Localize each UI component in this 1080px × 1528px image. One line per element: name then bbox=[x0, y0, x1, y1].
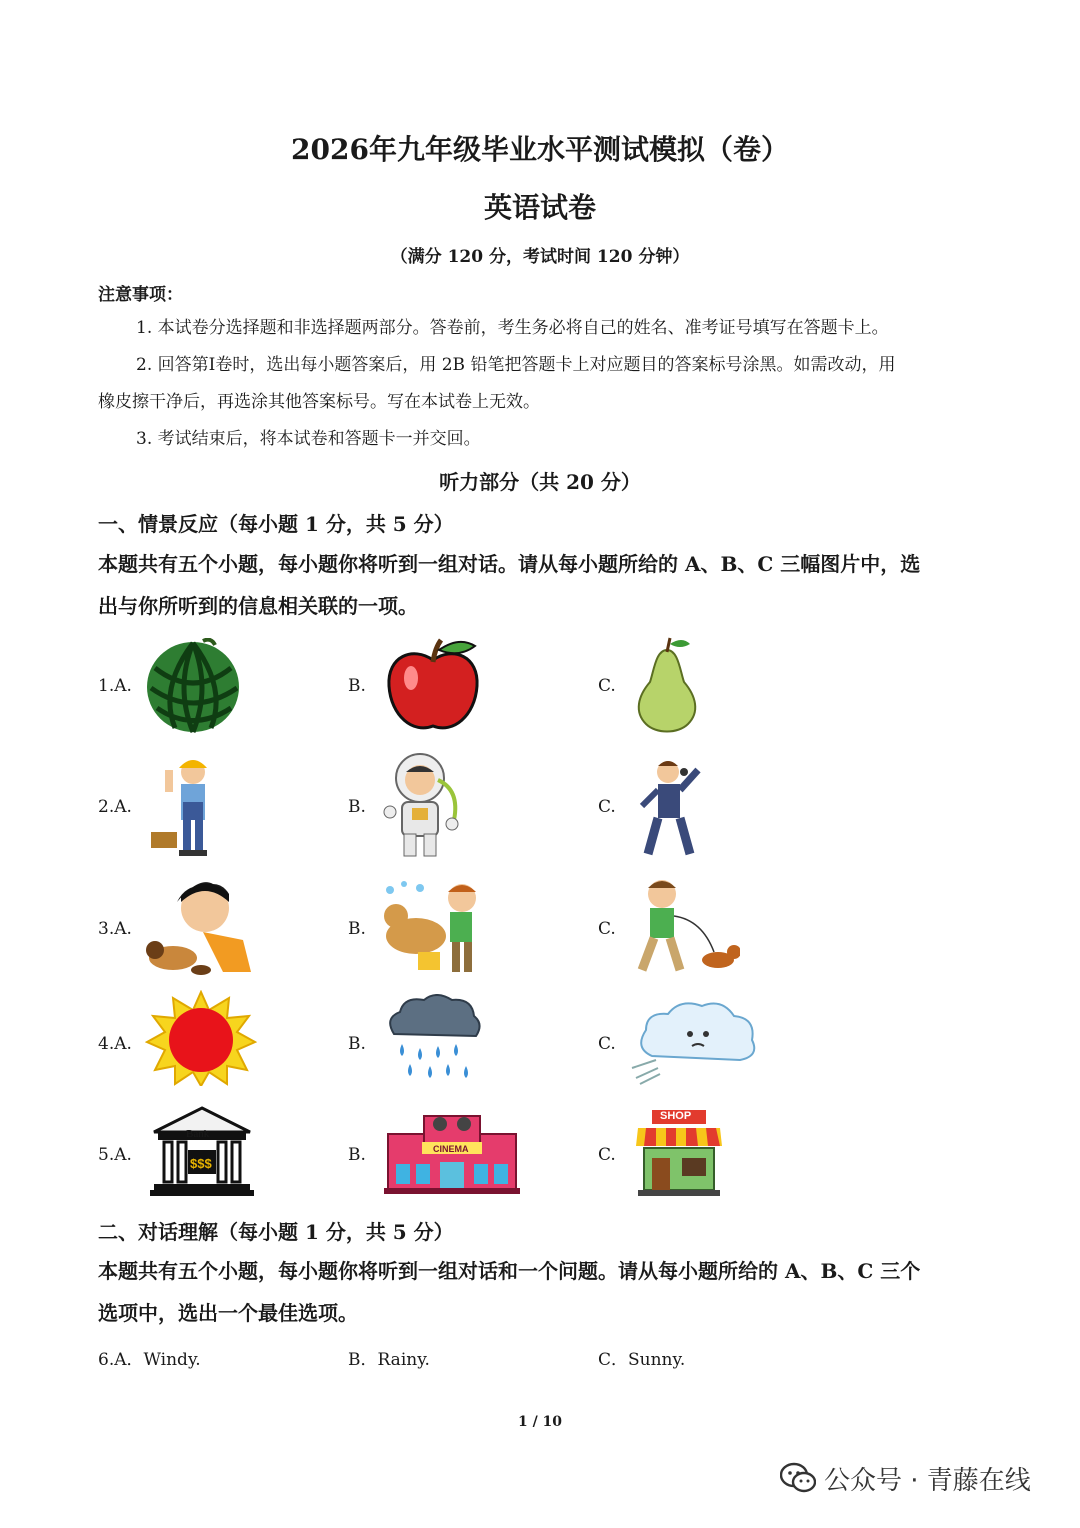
q4-option-a-label: 4.A. bbox=[98, 1034, 132, 1054]
q2-option-a-label: 2.A. bbox=[98, 797, 132, 817]
q6-option-c: C．Sunny. bbox=[598, 1350, 686, 1370]
notice-item-3: 3. 考试结束后，将本试卷和答题卡一并交回。 bbox=[136, 429, 481, 449]
q6-option-a: 6.A．Windy. bbox=[98, 1350, 201, 1370]
bank-money-sign: $$$ bbox=[190, 1156, 212, 1171]
section2-heading: 二、对话理解（每小题 1 分，共 5 分） bbox=[98, 1220, 454, 1244]
rain-image bbox=[380, 994, 484, 1090]
exam-subtitle: 英语试卷 bbox=[483, 191, 596, 224]
exam-title: 2026年九年级毕业水平测试模拟（卷） bbox=[291, 133, 789, 166]
section1-heading: 一、情景反应（每小题 1 分，共 5 分） bbox=[98, 512, 454, 536]
notice-item-2-cont: 橡皮擦干净后，再选涂其他答案标号。写在本试卷上无效。 bbox=[98, 392, 540, 412]
wechat-icon bbox=[780, 1462, 816, 1494]
washing-dog-image bbox=[380, 876, 484, 980]
q3-option-a-label: 3.A. bbox=[98, 919, 132, 939]
page-number: 1 / 10 bbox=[517, 1414, 563, 1430]
walking-dog-image bbox=[632, 876, 740, 980]
cinema-sign: CINEMA bbox=[433, 1144, 469, 1154]
q5-option-c-label: C. bbox=[598, 1145, 616, 1165]
bank-sign: Bank bbox=[186, 1128, 210, 1140]
q5-option-a-label: 5.A. bbox=[98, 1145, 132, 1165]
singer-image bbox=[636, 750, 716, 862]
shop-sign: SHOP bbox=[660, 1110, 692, 1122]
notice-item-1: 1. 本试卷分选择题和非选择题两部分。答卷前，考生务必将自己的姓名、准考证号填写在答题卡上。 bbox=[136, 318, 889, 338]
apple-image bbox=[383, 636, 483, 734]
exam-meta: （满分 120 分，考试时间 120 分钟） bbox=[390, 247, 690, 267]
section1-instruction: 本题共有五个小题，每小题你将听到一组对话。请从每小题所给的 A、B、C 三幅图片中，选 bbox=[98, 552, 921, 576]
watermelon-image bbox=[145, 638, 245, 734]
q1-option-b-label: B. bbox=[348, 676, 366, 696]
q4-option-c-label: C. bbox=[598, 1034, 616, 1054]
wind-cloud-image bbox=[630, 998, 762, 1086]
section2-instruction: 本题共有五个小题，每小题你将听到一组对话和一个问题。请从每小题所给的 A、B、C 三个 bbox=[98, 1259, 921, 1283]
astronaut-image bbox=[380, 750, 466, 862]
notice-item-2: 2. 回答第I卷时，选出每小题答案后，用 2B 铅笔把答题卡上对应题目的答案标号涂黑。如需改动，用 bbox=[136, 355, 896, 375]
notice-heading: 注意事项： bbox=[98, 285, 183, 305]
shop-image bbox=[634, 1110, 724, 1196]
watermark: 公众号 · 青藤在线 bbox=[824, 1466, 1031, 1496]
q4-option-b-label: B. bbox=[348, 1034, 366, 1054]
feeding-dog-image bbox=[143, 876, 265, 980]
q2-option-b-label: B. bbox=[348, 797, 366, 817]
section2-instruction-cont: 选项中，选出一个最佳选项。 bbox=[98, 1301, 358, 1325]
worker-image bbox=[145, 750, 225, 862]
q3-option-c-label: C. bbox=[598, 919, 616, 939]
q3-option-b-label: B. bbox=[348, 919, 366, 939]
q5-option-b-label: B. bbox=[348, 1145, 366, 1165]
pear-image bbox=[630, 636, 704, 734]
listening-heading: 听力部分（共 20 分） bbox=[439, 470, 641, 494]
bank-image bbox=[150, 1104, 254, 1198]
section1-instruction-cont: 出与你所听到的信息相关联的一项。 bbox=[98, 594, 418, 618]
q6-option-b: B．Rainy. bbox=[348, 1350, 430, 1370]
q2-option-c-label: C. bbox=[598, 797, 616, 817]
q1-option-a-label: 1.A. bbox=[98, 676, 132, 696]
q1-option-c-label: C. bbox=[598, 676, 616, 696]
sun-image bbox=[145, 990, 257, 1086]
